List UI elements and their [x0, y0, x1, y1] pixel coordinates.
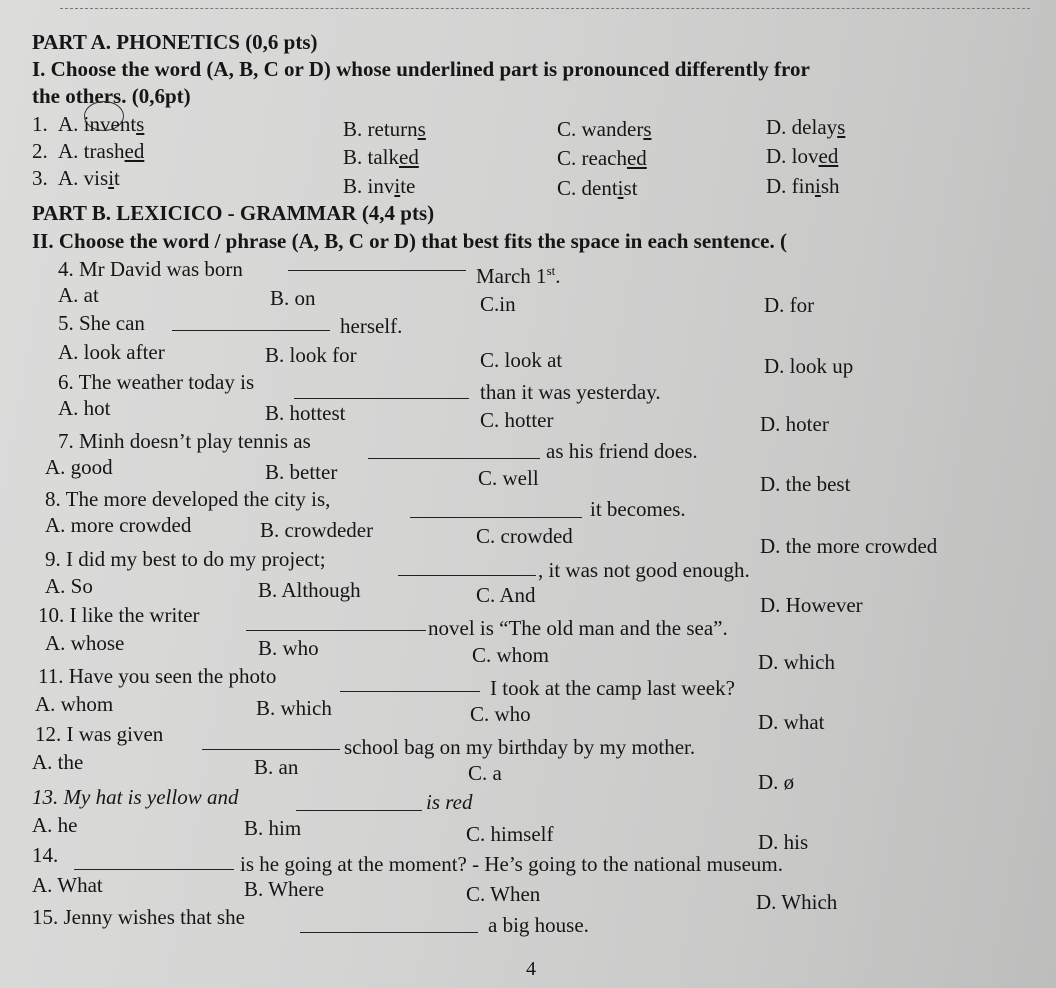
q13-blank[interactable] — [296, 792, 422, 811]
q12-blank[interactable] — [202, 731, 340, 750]
q5-option-b[interactable]: B. look for — [265, 343, 357, 367]
q10-option-a[interactable]: A. whose — [45, 631, 125, 655]
q6-option-d[interactable]: D. hoter — [760, 412, 829, 436]
q4-option-c[interactable]: C.in — [480, 292, 516, 316]
q7-option-b[interactable]: B. better — [265, 460, 338, 484]
q9-stem-end: , it was not good enough. — [538, 558, 750, 582]
q3-option-d[interactable]: D. finish — [766, 174, 840, 198]
q14-option-c[interactable]: C. When — [466, 882, 541, 906]
q4-option-a[interactable]: A. at — [58, 283, 99, 307]
q11-blank[interactable] — [340, 673, 480, 692]
q8-option-a[interactable]: A. more crowded — [45, 513, 192, 537]
q5-option-a[interactable]: A. look after — [58, 340, 165, 364]
q12-option-b[interactable]: B. an — [254, 755, 299, 779]
q13-stem-start: 13. My hat is yellow and — [32, 785, 239, 809]
part-a-heading: PART A. PHONETICS (0,6 pts) — [32, 30, 318, 54]
q2-option-d[interactable]: D. loved — [766, 144, 839, 168]
q9-option-d[interactable]: D. However — [760, 593, 863, 617]
q5-option-d[interactable]: D. look up — [764, 354, 854, 378]
q3-option-a[interactable]: A. visit — [58, 166, 120, 190]
q14-option-d[interactable]: D. Which — [756, 890, 838, 914]
q9-option-c[interactable]: C. And — [476, 583, 536, 607]
q1-option-c[interactable]: C. wanders — [557, 117, 652, 141]
q10-stem-start: 10. I like the writer — [38, 603, 200, 627]
q11-option-b[interactable]: B. which — [256, 696, 332, 720]
q14-blank[interactable] — [74, 851, 234, 870]
q6-blank[interactable] — [294, 380, 469, 399]
q15-stem-end: a big house. — [488, 913, 589, 937]
q2-option-c[interactable]: C. reached — [557, 146, 647, 170]
q9-stem-start: 9. I did my best to do my project; — [45, 547, 326, 571]
q6-stem-start: 6. The weather today is — [58, 370, 255, 394]
q5-option-c[interactable]: C. look at — [480, 348, 563, 372]
q4-stem-start: 4. Mr David was born — [58, 257, 243, 281]
q11-option-c[interactable]: C. who — [470, 702, 531, 726]
q1-number: 1. — [32, 112, 48, 136]
q11-option-d[interactable]: D. what — [758, 710, 825, 734]
q9-blank[interactable] — [398, 557, 536, 576]
q5-stem-start: 5. She can — [58, 311, 145, 335]
q15-stem-start: 15. Jenny wishes that she — [32, 905, 245, 929]
q14-number: 14. — [32, 843, 59, 867]
q11-option-a[interactable]: A. whom — [35, 692, 114, 716]
section-i-instruction-cont: the others. (0,6pt) — [32, 84, 191, 108]
section-ii-instruction: II. Choose the word / phrase (A, B, C or D) that best fits the space in each sentence. ( — [32, 229, 787, 253]
q2-option-a[interactable]: A. trashed — [58, 139, 145, 163]
q10-stem-end: novel is “The old man and the sea”. — [428, 616, 728, 640]
q6-option-a[interactable]: A. hot — [58, 396, 111, 420]
q3-number: 3. — [32, 166, 48, 190]
q7-option-d[interactable]: D. the best — [760, 472, 851, 496]
q8-option-d[interactable]: D. the more crowded — [760, 534, 938, 558]
top-dashed-line — [60, 8, 1030, 9]
q14-option-b[interactable]: B. Where — [244, 877, 325, 901]
q9-option-a[interactable]: A. So — [45, 574, 93, 598]
q1-option-a[interactable]: A. invents — [58, 112, 145, 136]
q10-option-d[interactable]: D. which — [758, 650, 835, 674]
q13-option-b[interactable]: B. him — [244, 816, 302, 840]
section-i-instruction: I. Choose the word (A, B, C or D) whose underlined part is pronounced differently fror — [32, 57, 810, 81]
q1-option-b[interactable]: B. returns — [343, 117, 426, 141]
q10-blank[interactable] — [246, 612, 426, 631]
q7-option-c[interactable]: C. well — [478, 466, 539, 490]
q5-stem-end: herself. — [340, 314, 403, 338]
q3-option-c[interactable]: C. dentist — [557, 176, 638, 200]
q8-blank[interactable] — [410, 499, 582, 518]
q12-stem-start: 12. I was given — [35, 722, 164, 746]
q14-option-a[interactable]: A. What — [32, 873, 103, 897]
q8-option-b[interactable]: B. crowdeder — [260, 518, 374, 542]
q2-option-b[interactable]: B. talked — [343, 145, 419, 169]
q2-number: 2. — [32, 139, 48, 163]
q13-option-a[interactable]: A. he — [32, 813, 78, 837]
q12-option-c[interactable]: C. a — [468, 761, 502, 785]
q4-option-b[interactable]: B. on — [270, 286, 316, 310]
q11-stem-end: I took at the camp last week? — [490, 676, 735, 700]
q12-option-d[interactable]: D. ø — [758, 770, 795, 794]
q7-stem-start: 7. Minh doesn’t play tennis as — [58, 429, 311, 453]
q13-stem-end: is red — [426, 790, 473, 814]
q8-option-c[interactable]: C. crowded — [476, 524, 573, 548]
q3-option-b[interactable]: B. invite — [343, 174, 416, 198]
part-b-heading: PART B. LEXICICO - GRAMMAR (4,4 pts) — [32, 201, 435, 225]
q7-option-a[interactable]: A. good — [45, 455, 113, 479]
q6-option-b[interactable]: B. hottest — [265, 401, 346, 425]
q6-option-c[interactable]: C. hotter — [480, 408, 554, 432]
q12-option-a[interactable]: A. the — [32, 750, 84, 774]
q10-option-b[interactable]: B. who — [258, 636, 319, 660]
q8-stem-end: it becomes. — [590, 497, 686, 521]
q10-option-c[interactable]: C. whom — [472, 643, 550, 667]
q9-option-b[interactable]: B. Although — [258, 578, 361, 602]
q14-stem-end: is he going at the moment? - He’s going to the national museum. — [240, 852, 783, 876]
q1-option-d[interactable]: D. delays — [766, 115, 846, 139]
q12-stem-end: school bag on my birthday by my mother. — [344, 735, 696, 759]
q13-option-c[interactable]: C. himself — [466, 822, 554, 846]
q4-option-d[interactable]: D. for — [764, 293, 815, 317]
q15-blank[interactable] — [300, 914, 478, 933]
page-number: 4 — [526, 958, 536, 980]
q8-stem-start: 8. The more developed the city is, — [45, 487, 331, 511]
q13-option-d[interactable]: D. his — [758, 830, 809, 854]
q4-blank[interactable] — [288, 252, 466, 271]
q6-stem-end: than it was yesterday. — [480, 380, 661, 404]
q5-blank[interactable] — [172, 312, 330, 331]
q7-stem-end: as his friend does. — [546, 439, 698, 463]
q7-blank[interactable] — [368, 440, 540, 459]
q4-stem-end: March 1st. — [476, 263, 561, 288]
q11-stem-start: 11. Have you seen the photo — [38, 664, 277, 688]
